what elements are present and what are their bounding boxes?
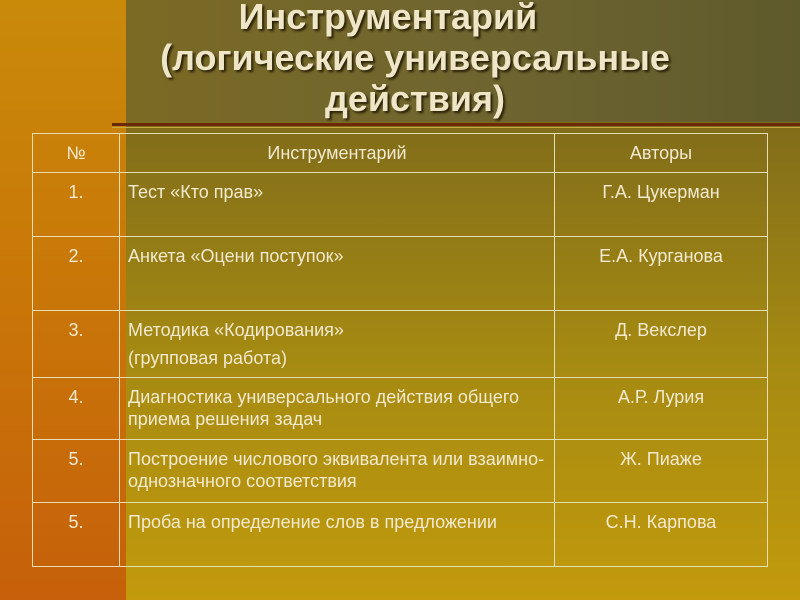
title-line-1: Инструментарий: [238, 0, 538, 37]
header-authors: Авторы: [555, 134, 768, 173]
row-instrument-line-2: (групповая работа): [128, 348, 287, 368]
table-row: [33, 311, 768, 378]
table-row: [33, 440, 768, 503]
title-divider: [112, 123, 800, 126]
row-number: 5.: [33, 440, 120, 503]
title-line-2: (логические универсальные: [160, 37, 670, 78]
row-instrument: Построение числового эквивалента или взаимно-однозначного соответствия: [120, 440, 555, 503]
row-number: 2.: [33, 237, 120, 311]
row-instrument: [120, 311, 555, 378]
table-row: [33, 173, 768, 237]
slide-title: [0, 2, 800, 119]
table-row: [33, 503, 768, 567]
row-author: Е.А. Курганова: [555, 237, 768, 311]
row-number: 3.: [33, 311, 120, 378]
title-line-3: действия): [325, 78, 505, 119]
row-author: С.Н. Карпова: [555, 503, 768, 567]
row-instrument: Анкета «Оцени поступок»: [120, 237, 555, 311]
row-author: А.Р. Лурия: [555, 378, 768, 440]
title-divider-highlight: [112, 127, 800, 128]
header-number: №: [33, 134, 120, 173]
row-instrument: Проба на определение слов в предложении: [120, 503, 555, 567]
line-spacer: [128, 341, 546, 347]
table-row: [33, 378, 768, 440]
row-number: 1.: [33, 173, 120, 237]
row-instrument: Тест «Кто прав»: [120, 173, 555, 237]
table-row: [33, 237, 768, 311]
row-number: 5.: [33, 503, 120, 567]
row-author: Г.А. Цукерман: [555, 173, 768, 237]
row-number: 4.: [33, 378, 120, 440]
row-instrument-line-1: Методика «Кодирования»: [128, 320, 344, 340]
row-author: Ж. Пиаже: [555, 440, 768, 503]
instruments-table: [32, 133, 768, 567]
header-instrument: Инструментарий: [120, 134, 555, 173]
table-header-row: [33, 134, 768, 173]
row-author: Д. Векслер: [555, 311, 768, 378]
row-instrument: Диагностика универсального действия общего приема решения задач: [120, 378, 555, 440]
